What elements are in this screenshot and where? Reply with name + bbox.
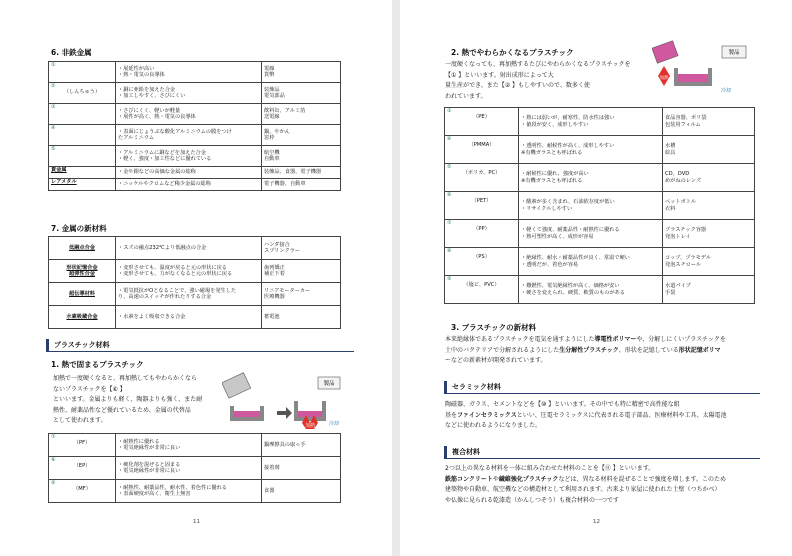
description-cell	[519, 192, 663, 220]
name-cell	[445, 220, 519, 248]
thermoset-diagram	[222, 371, 347, 429]
cell-line: ・銅に亜鉛を加えた合金	[118, 86, 176, 93]
name-cell	[49, 83, 116, 104]
cell-line: 接着剤	[264, 464, 280, 471]
term-label: 形状記憶合金	[66, 264, 98, 271]
cell-line: 窓枠	[264, 135, 275, 141]
description-cell	[519, 248, 663, 276]
name-cell	[445, 108, 519, 136]
usage-cell	[262, 104, 341, 125]
table-row	[445, 136, 755, 164]
cell-line: たアルミニウム	[118, 135, 155, 141]
name-cell	[49, 434, 116, 457]
description-cell	[116, 260, 262, 283]
section-2-title: 2. 熱でやわらかくなるプラスチック	[451, 48, 574, 57]
ladle-icon	[652, 41, 678, 64]
table-row	[49, 179, 341, 191]
cell-line: ・スズの融点232℃より低融点の合金	[118, 244, 207, 251]
cell-line: 食器	[264, 487, 275, 494]
blank-marker: ⑨	[51, 480, 56, 486]
cell-line: 食品容器、ポリ袋	[665, 115, 707, 122]
cell-line: ・値段が安く、成形しやすい	[521, 121, 589, 128]
usage-cell	[663, 108, 755, 136]
description-cell	[519, 276, 663, 304]
cell-line: ・熱可塑性が高く、成形が容易	[521, 233, 594, 240]
description-cell	[519, 220, 663, 248]
cell-line: めがねのレンズ	[665, 177, 702, 184]
ceramic-section-band: セラミック材料	[444, 381, 760, 394]
section-7-title: 7. 金属の新材料	[51, 224, 107, 233]
table-row	[445, 220, 755, 248]
cell-line: 発泡トレイ	[665, 233, 691, 240]
usage-cell	[262, 457, 341, 480]
name-cell	[49, 237, 116, 260]
cell-line: り、高速のスイッチが作れたりする合金	[118, 294, 212, 300]
usage-cell	[262, 62, 341, 83]
name-cell	[49, 167, 116, 179]
usage-cell	[663, 164, 755, 192]
description-cell	[116, 283, 262, 306]
cell-line: ・アルミニウムに銅などを加えた合金	[118, 149, 206, 156]
non-ferrous-table	[48, 61, 341, 191]
abbreviation-label: （PP）	[473, 226, 490, 233]
heat-label: 加熱	[304, 423, 316, 429]
cell-line: 貨幣	[264, 72, 275, 78]
cell-line: 装飾品	[264, 86, 280, 93]
reading-label: （しんちゅう）	[63, 89, 101, 96]
term-label: 低融点合金	[69, 244, 95, 251]
name-cell	[445, 248, 519, 276]
section-6-title: 6. 非鉄金属	[51, 48, 92, 57]
cell-line: 絵具	[665, 149, 676, 156]
cell-line: ・酸素が多く含まれ、石油依存度が低い	[521, 199, 615, 206]
cell-line: 鍋、やかん	[264, 128, 290, 135]
blank-marker: ④	[447, 136, 452, 142]
cell-line: ・電気絶縁性が非常に良い	[118, 468, 181, 474]
usage-cell	[663, 136, 755, 164]
name-cell	[49, 260, 116, 283]
abbreviation-label: （MF）	[73, 486, 91, 493]
cell-line: ・硬さを変えられ、硬質、軟質のものがある	[521, 289, 626, 296]
abbreviation-label: （PET）	[471, 198, 492, 205]
description-cell	[116, 167, 262, 179]
page-12	[400, 0, 792, 556]
blank-marker: ③	[447, 108, 452, 114]
cell-line: ・絶縁性、耐水・耐薬品性が良く、常温で硬い	[521, 255, 630, 262]
composite-text: 2つ以上の異なる材料を一体に組み合わせた材料のことを【⑪ 】といいます。 鉄筋コンクリートや繊維強化プラスチックなどは、異なる材料を混ぜることで強度を増します。このため 建築物や自動車、航空機などの構造材として利用されます。古来より家屋に使われた土壁（つちかべ） や仏像に見られる乾漆造（かんしつぞう）も複合材料の一つです	[445, 465, 726, 504]
table-row	[445, 276, 755, 304]
cell-line: 送電線	[264, 114, 280, 120]
cell-line: ・変形させても、温度が戻ると元の形状に戻る	[118, 264, 227, 271]
description-cell	[519, 164, 663, 192]
cell-line: ・熱には弱いが、耐寒性、防水性は強い	[521, 115, 615, 122]
abbreviation-label: （ポリカ、PC）	[462, 170, 501, 177]
cell-line: 飲料缶、アルミ箔	[264, 107, 306, 114]
cell-line: 水槽	[665, 143, 676, 150]
blank-marker: ①	[51, 62, 56, 68]
abbreviation-label: （PS）	[473, 254, 490, 261]
cool-label: 冷却	[328, 421, 340, 427]
description-cell	[116, 306, 262, 329]
description-cell	[519, 108, 663, 136]
cell-line: 水道パイプ	[665, 283, 691, 290]
cell-line: 電子機器、自動車	[264, 181, 306, 188]
page-number: 12	[593, 519, 600, 525]
cell-line: ・難燃性、電気絶縁性が高く、価格が安い	[521, 283, 620, 290]
blank-marker: ⑥	[447, 192, 452, 198]
description-cell	[116, 83, 262, 104]
usage-cell	[262, 83, 341, 104]
cell-line: 歯列矯正	[264, 264, 285, 271]
table-row	[49, 434, 341, 457]
description-cell	[116, 146, 262, 167]
cell-line: 自動車	[264, 156, 280, 162]
cell-line: ・耐熱性、耐薬品性、耐水性、着色性に優れる	[118, 484, 227, 491]
blank-marker: ⑦	[447, 220, 452, 226]
blank-marker: ⑦	[51, 434, 56, 440]
thermoplastic-diagram	[652, 40, 752, 100]
blank-marker: ②	[51, 83, 56, 89]
blank-marker: ⑧	[447, 248, 452, 254]
section-3-title: 3. プラスチックの新材料	[451, 323, 537, 332]
table-row	[49, 83, 341, 104]
table-row	[49, 167, 341, 179]
section-2-text: 一度硬くなっても、再加熱するたびにやわらかくなるプラスチックを 【① 】といいます。射出成形によって大 量生産ができ、また【② 】もしやすいので、数多く使 われています。	[445, 61, 631, 100]
table-row	[49, 146, 341, 167]
table-row	[49, 306, 341, 329]
section-1-title: 1. 熱で固まるプラスチック	[51, 360, 144, 369]
cell-line: ・リサイクルしやすい	[521, 205, 573, 212]
cell-line: 蓄電池	[264, 313, 280, 320]
usage-cell	[262, 434, 341, 457]
abbreviation-label: （EP）	[73, 463, 91, 470]
cell-line: ・ニッケルやクロムなど稀少金属の総称	[118, 181, 211, 188]
table-row	[49, 125, 341, 146]
cell-line: 鍋摩擦具の取っ手	[264, 441, 306, 448]
cell-line: ・変形させても、力がなくなると元の形状に戻る	[118, 271, 233, 277]
cell-line: 発泡スチロール	[665, 261, 702, 268]
description-cell	[116, 237, 262, 260]
blank-marker: ④	[51, 125, 56, 131]
blank-marker: ⑨	[447, 276, 452, 282]
cell-line: ・熱・電気の良導体	[118, 72, 165, 78]
description-cell	[116, 125, 262, 146]
name-cell	[445, 192, 519, 220]
table-row	[49, 62, 341, 83]
cell-line: ・水素をよく吸収できる合金	[118, 313, 186, 320]
usage-cell	[262, 146, 341, 167]
name-cell	[445, 136, 519, 164]
cell-line: ・耐熱性に優れる	[118, 438, 160, 445]
abbreviation-label: （PF）	[73, 440, 91, 447]
cell-line: ・展性が高く、熱・電気の良導体	[118, 114, 196, 120]
composite-section-band: 複合材料	[444, 446, 760, 459]
cell-line: ・さびにくく、軽いが軽量	[118, 107, 181, 114]
name-cell	[49, 125, 116, 146]
table-row	[445, 164, 755, 192]
description-cell	[116, 457, 262, 480]
description-cell	[116, 434, 262, 457]
usage-cell	[663, 192, 755, 220]
cell-line: プラスチック容器	[665, 227, 707, 234]
cell-line: ・表面硬度が高く、衛生上無害	[118, 491, 191, 497]
cell-line: 航空機	[264, 149, 280, 156]
cell-line: ・硬化剤を混ぜると固まる	[118, 461, 181, 468]
product-label: 製品	[728, 50, 740, 56]
cool-label: 冷却	[720, 88, 732, 94]
term-label: レアメタル	[51, 179, 77, 185]
cell-line: ・金や銀などの高価な金属の総称	[118, 169, 196, 176]
cell-line: ・電気抵抗がOとなることで、強い磁場を発生した	[118, 287, 237, 294]
description-cell	[116, 480, 262, 503]
cell-line: ・透明性、耐候性が高く、成形しやすい	[521, 143, 615, 150]
cell-line: 手袋	[665, 289, 676, 296]
term-label: 超伝導材料	[69, 290, 95, 297]
mold-fill	[234, 411, 260, 417]
thermoset-table	[48, 433, 341, 503]
section-1-text: 加熱で一度硬くなると、再加熱してもやわらかくなら ないプラスチックを【⑥ 】 といいます。金属よりも軽く、陶器よりも強く、また耐 熱性、耐薬品性など優れているため、金属の代替品 として使われます。	[53, 375, 203, 424]
table-row	[49, 480, 341, 503]
cell-line: ※有機ガラスとも呼ばれる	[521, 177, 583, 184]
usage-cell	[262, 167, 341, 179]
blank-marker: ⑤	[447, 164, 452, 170]
cell-line: ・電気絶縁性が非常に良い	[118, 445, 181, 451]
cell-line: ・透明だが、着色が容易	[521, 261, 579, 268]
blank-marker: ③	[51, 104, 56, 110]
name-cell	[445, 276, 519, 304]
term-label-2: 超弾性合金	[69, 271, 95, 277]
cell-line: 包装用フィルム	[665, 121, 701, 128]
page-number: 11	[193, 519, 200, 525]
cell-line: 医療機器	[264, 294, 285, 300]
table-row	[445, 192, 755, 220]
abbreviation-label: （PE）	[473, 114, 490, 121]
name-cell	[49, 104, 116, 125]
arrow-right-icon	[277, 407, 292, 419]
abbreviation-label: （PMMA）	[468, 142, 495, 149]
thermoplastic-table	[444, 107, 755, 304]
usage-cell	[663, 248, 755, 276]
table-row	[49, 260, 341, 283]
cell-line: ・軽くて強度、耐薬品性・耐熱性に優れる	[521, 227, 620, 234]
description-cell	[116, 62, 262, 83]
new-metal-table	[48, 236, 341, 329]
name-cell	[49, 146, 116, 167]
usage-cell	[262, 125, 341, 146]
blank-marker: ⑧	[51, 457, 56, 463]
table-row	[49, 237, 341, 260]
usage-cell	[262, 237, 341, 260]
cell-line: リニアモーターカー	[264, 287, 311, 294]
cell-line: ・表面にじょうぶな酸化アルミニウムの膜をつけ	[118, 128, 232, 135]
name-cell	[49, 62, 116, 83]
cell-line: CD、DVD	[665, 171, 690, 178]
usage-cell	[262, 283, 341, 306]
cell-line: ※有機ガラスとも呼ばれる	[521, 149, 583, 156]
cell-line: ・耐候性に優れ、強度が高い	[521, 171, 589, 178]
blank-marker: ⑤	[51, 146, 56, 152]
usage-cell	[262, 179, 341, 191]
cell-line: 装飾品、食器、電子機器	[264, 169, 322, 176]
table-row	[445, 108, 755, 136]
description-cell	[519, 136, 663, 164]
usage-cell	[663, 220, 755, 248]
ceramic-text: 陶磁器、ガラス、セメントなどを【⑩ 】といいます。その中でも特に精密で高性能な組 基をファインセラミックスといい、圧電セラミックスに代表される電子部品、医療材料や工具、太陽電池 などに使われるようになりました。	[445, 401, 727, 429]
heat-label: 加熱	[659, 76, 669, 81]
name-cell	[49, 457, 116, 480]
section-3-text: 本来絶縁体であるプラスチックを電気を通すようにした導電性ポリマーや、分解しにくいプラスチックを 土中のバクテリアで分解されるようにした生分解性プラスチック、形状を記憶している形状記憶ポリマ ーなどの新素材が開発されています。	[445, 336, 726, 364]
usage-cell	[262, 260, 341, 283]
name-cell	[49, 179, 116, 191]
cell-line: ・軽く、強度・加工性などに優れている	[118, 156, 212, 162]
description-cell	[116, 104, 262, 125]
cell-line: ・展延性が高い	[118, 65, 155, 72]
name-cell	[445, 164, 519, 192]
cell-line: コップ、プラモデル	[665, 255, 711, 262]
cell-line: 電気部品	[264, 93, 285, 99]
name-cell	[49, 306, 116, 329]
table-row	[49, 283, 341, 306]
term-label: 貴金属	[51, 167, 67, 173]
cell-line: ペットボトル	[665, 199, 697, 206]
cell-line: 補正下着	[264, 271, 285, 277]
cell-line: ハンダ接合	[264, 241, 290, 248]
usage-cell	[663, 276, 755, 304]
ladle-icon	[222, 373, 251, 399]
name-cell	[49, 283, 116, 306]
usage-cell	[262, 480, 341, 503]
table-row	[49, 104, 341, 125]
table-row	[445, 248, 755, 276]
table-row	[49, 457, 341, 480]
cell-line: スプリンクラー	[264, 248, 301, 254]
cell-line: 衣料	[665, 205, 676, 212]
usage-cell	[262, 306, 341, 329]
cell-line: ・加工しやすく、さびにくい	[118, 93, 186, 99]
term-label: 水素吸蔵合金	[66, 313, 98, 320]
description-cell	[116, 179, 262, 191]
page-11	[0, 0, 392, 556]
product-label: 製品	[323, 381, 335, 387]
plastic-section-band: プラスチック材料	[46, 339, 354, 352]
abbreviation-label: （塩ビ、PVC）	[463, 282, 500, 289]
name-cell	[49, 480, 116, 503]
cell-line: 電線	[264, 65, 275, 72]
